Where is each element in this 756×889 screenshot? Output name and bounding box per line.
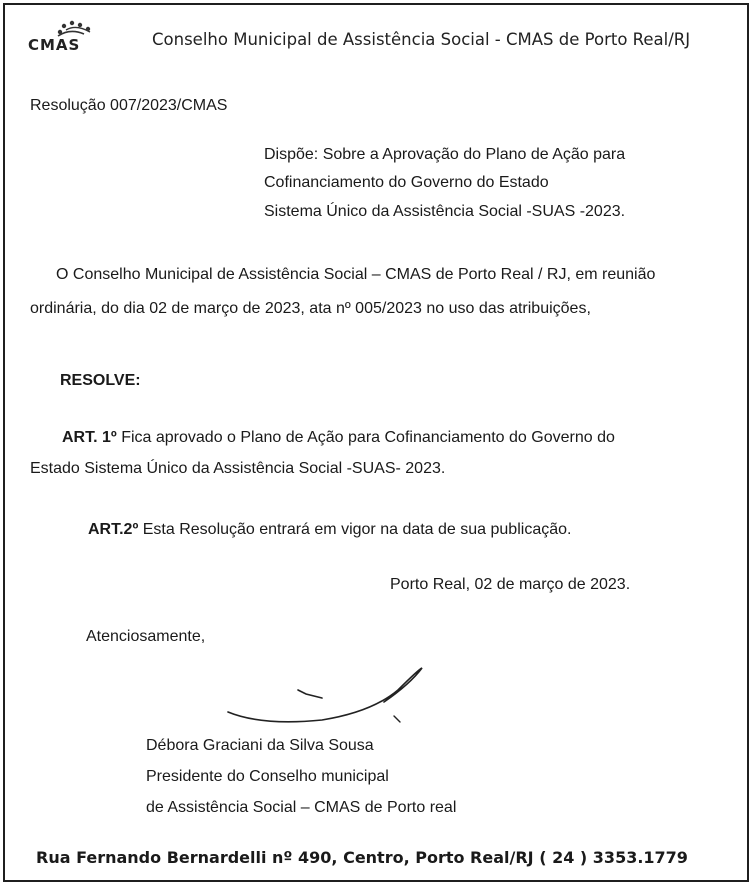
art1-line-1 (62, 428, 615, 448)
art1-label: ART. 1º (62, 429, 117, 446)
logo-text: CMAS (28, 36, 81, 54)
art2-text: Esta Resolução entrará em vigor na data de sua publicação. (142, 521, 572, 538)
art1-text-1: Fica aprovado o Plano de Ação para Cofinanciamento do Governo do (121, 429, 615, 446)
resolve-heading: RESOLVE: (60, 372, 141, 389)
art2-label: ART.2º (88, 521, 139, 538)
cmas-logo (28, 20, 124, 56)
intro-line-1: O Conselho Municipal de Assistência Social – CMAS de Porto Real / RJ, em reunião (56, 266, 656, 283)
dispoe-line-2: Cofinanciamento do Governo do Estado (264, 174, 549, 191)
closing: Atenciosamente, (86, 628, 206, 645)
place-date: Porto Real, 02 de março de 2023. (390, 576, 631, 593)
header-title: Conselho Municipal de Assistência Social - CMAS de Porto Real/RJ (152, 30, 691, 49)
art1-line-2: Estado Sistema Único da Assistência Social -SUAS- 2023. (30, 460, 446, 477)
handwritten-signature (222, 660, 442, 740)
signatory-role-2: de Assistência Social – CMAS de Porto real (146, 799, 457, 816)
resolution-number: Resolução 007/2023/CMAS (30, 97, 228, 114)
intro-line-2: ordinária, do dia 02 de março de 2023, ata nº 005/2023 no uso das atribuições, (30, 300, 591, 317)
signatory-role-1: Presidente do Conselho municipal (146, 768, 389, 785)
footer-address: Rua Fernando Bernardelli nº 490, Centro, Porto Real/RJ ( 24 ) 3353.1779 (36, 848, 688, 867)
dispoe-line-3: Sistema Único da Assistência Social -SUAS -2023. (264, 203, 626, 220)
dispoe-line-1: Dispõe: Sobre a Aprovação do Plano de Ação para (264, 146, 626, 163)
signatory-name: Débora Graciani da Silva Sousa (146, 737, 374, 754)
art2-line (88, 520, 571, 540)
